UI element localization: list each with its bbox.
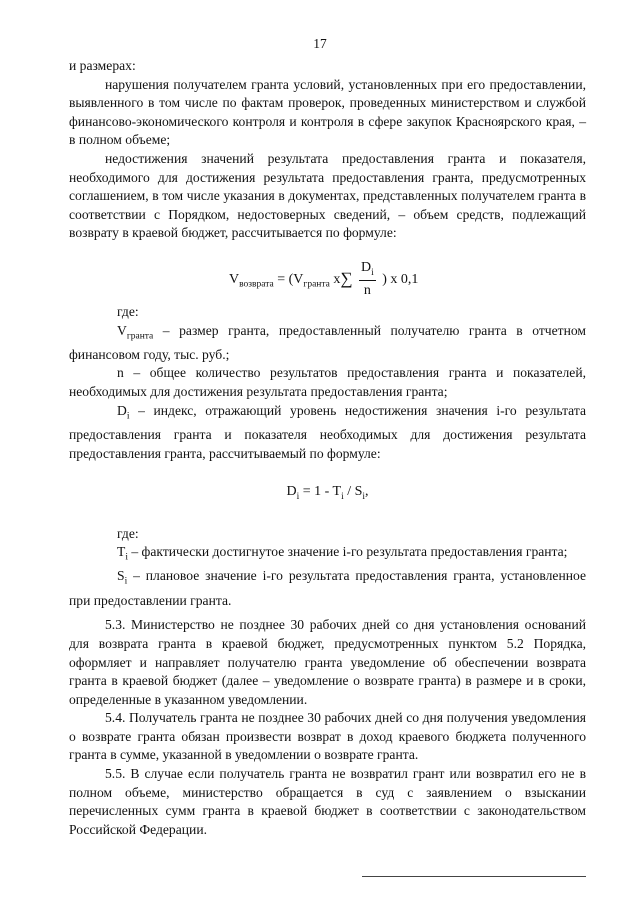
definition-d: $D_i$ – индекс, отражающий уровень недостижения значения i-го результата предоставления гранта и показателя необходимых для достижения результата предоставления гранта, рассчитываемый по формуле: [69,402,586,461]
where-label-1: где: [117,303,139,319]
definition-v-grant: $V_{гранта}$ – размер гранта, предоставленный получателю гранта в отчетном финансовом году, тыс. руб.; [69,322,586,362]
paragraph-continuation: и размерах: [69,58,136,73]
formula-refund-volume: $V_{возврата} = (V_{гранта}$ x∑ $\frac{D_i}{n}$ ) x 0,1 [229,259,419,299]
document-body [69,57,586,839]
sum-symbol: ∑ [340,268,353,288]
where-label-2: где: [117,525,139,541]
definition-t: $T_i$ – фактически достигнутое значение i-го результата предоставления гранта; [117,544,568,563]
definition-s: $S_i$ – плановое значение i-го результата предоставления гранта, установленное при предоставлении гранта. [69,568,587,608]
paragraph-violation: нарушения получателем гранта условий, установленных при его предоставлении, выявленного в том числе по фактам проверок, проведенных министерством и службой финансово-экономического контроля и контроля в сфере закупок Красноярского края, – в полном объеме; [69,76,586,148]
page-number: 17 [313,36,327,51]
formula-fraction [359,261,376,298]
clause-5-5: 5.5. В случае если получатель гранта не возвратил грант или возвратил его не в полном объеме, министерство обращается в суд с заявлением о взыскании перечисленных сумм гранта в краевой бюджет в соответствии с законодательством Российской Федерации. [69,766,586,837]
fraction-denominator: n [363,283,371,299]
clause-5-4: 5.4. Получатель гранта не позднее 30 рабочих дней со дня получения уведомления о возврате гранта обязан произвести возврат в доход краевого бюджета полученного гранта в сумме, указанной в уведомлении о возврате гранта. [69,710,586,763]
definition-n: n – общее количество результатов предоставления гранта и показателей, необходимых для достижения результата предоставления гранта; [69,365,586,400]
footer-rule [362,876,586,877]
formula-index: $D_i = 1 - T_i / S_i$, [286,484,369,502]
fraction-numerator: $D_i$ [359,261,376,281]
clause-5-3: 5.3. Министерство не позднее 30 рабочих дней со дня установления оснований для возврата гранта в краевой бюджет, предусмотренных пунктом 5.2 Порядка, оформляет и направляет получателю гранта уведомление об обеспечении возврата гранта в краевой бюджет (далее – уведомление о возврате гранта) в размере и в сроки, определенные в указанном уведомлении. [69,617,586,707]
paragraph-nonachievement: недостижения значений результата предоставления гранта и показателя, необходимого для достижения результата предоставления гранта, предусмотренных соглашением, в том числе указания в документах, представленных получателем гранта в соответствии с Порядком, недостоверных сведений, – объем средств, подлежащий возврату в краевой бюджет, рассчитывается по формуле: [69,150,586,241]
